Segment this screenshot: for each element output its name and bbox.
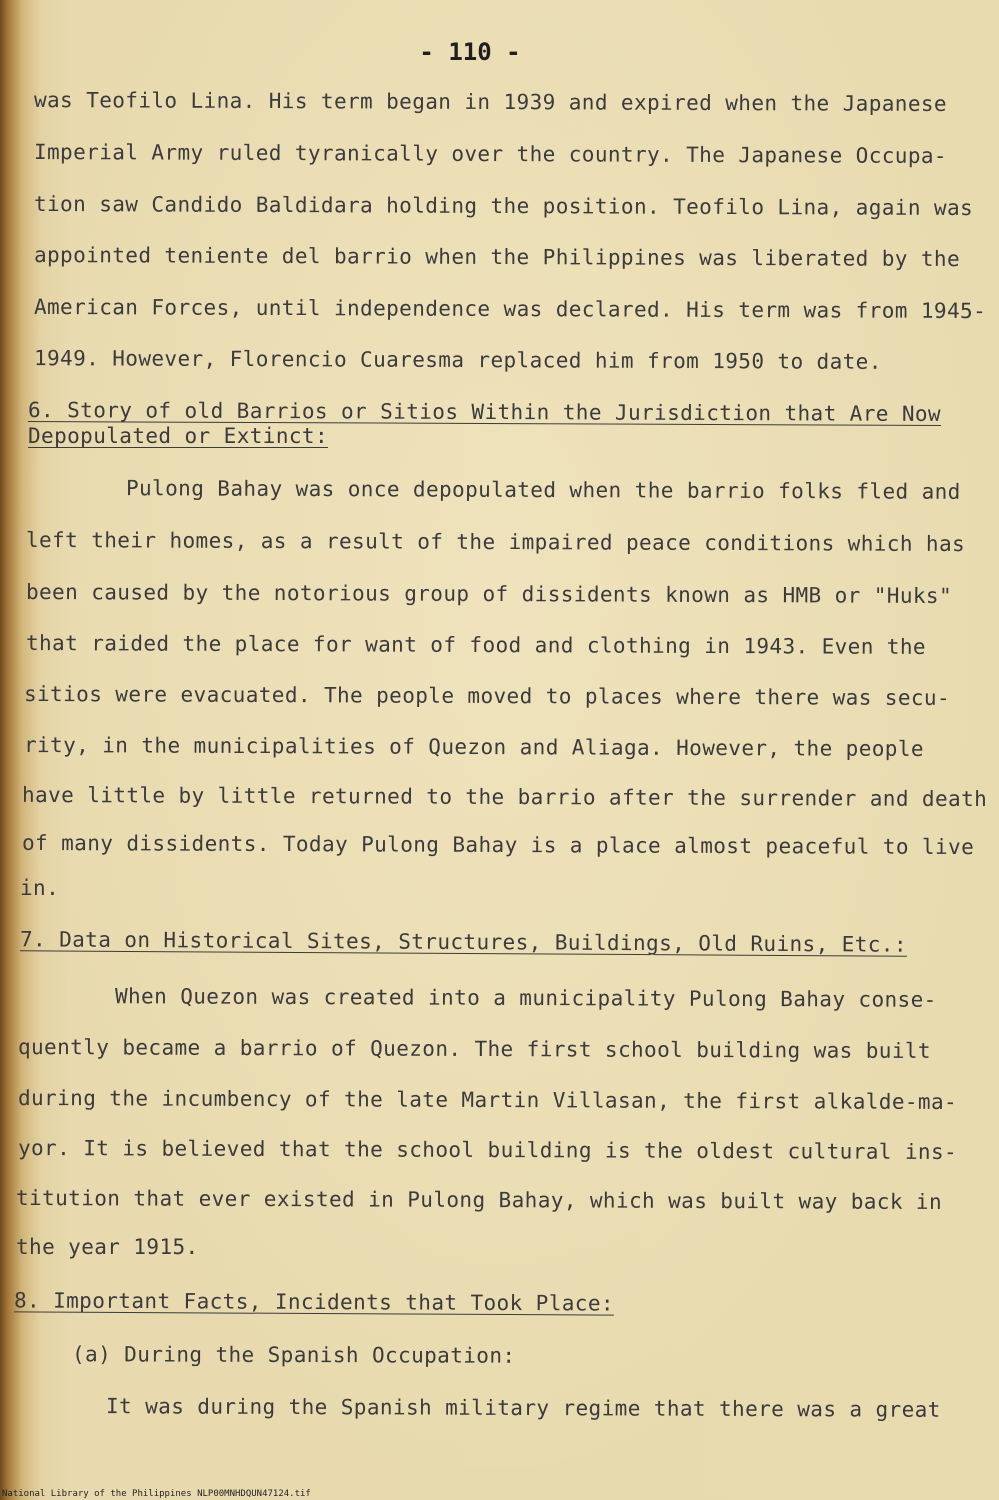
text-line: that raided the place for want of food and clothing in 1943. Even the: [25, 631, 927, 659]
text-line: during the incumbency of the late Martin Villasan, the first alkalde-ma-: [17, 1085, 958, 1115]
text-line: When Quezon was created into a municipality Pulong Bahay conse-: [114, 984, 937, 1012]
text-line: of many dissidents. Today Pulong Bahay is a place almost peaceful to live: [21, 830, 975, 860]
text-line: appointed teniente del barrio when the Philippines was liberated by the: [33, 242, 961, 272]
text-line: rity, in the municipalities of Quezon and Aliaga. However, the people: [23, 733, 925, 761]
text-line: in.: [20, 876, 60, 900]
section-heading: 7. Data on Historical Sites, Structures, Buildings, Old Ruins, Etc.:: [19, 927, 908, 957]
text-line: Pulong Bahay was once depopulated when the barrio folks fled and: [125, 476, 961, 504]
text-line: American Forces, until independence was declared. His term was from 1945-: [33, 294, 987, 324]
text-line: have little by little returned to the barrio after the surrender and death: [21, 782, 988, 812]
text-line: Imperial Army ruled tyranically over the country. The Japanese Occupa-: [33, 140, 948, 168]
page-number: - 110 -: [419, 38, 521, 66]
text-line: titution that ever existed in Pulong Bahay, which was built way back in: [15, 1185, 943, 1215]
text-line: was Teofilo Lina. His term began in 1939 and expired when the Japanese: [33, 88, 948, 116]
subsection-heading: (a) During the Spanish Occupation:: [71, 1342, 516, 1368]
scan-footer: National Library of the Philippines NLP00MNHDQUN47124.tif: [2, 1489, 311, 1499]
text-line: 1949. However, Florencio Cuaresma replaced him from 1950 to date.: [33, 346, 882, 374]
section-heading: 6. Story of old Barrios or Sitios Within the Jurisdiction that Are Now: [27, 398, 942, 426]
text-line: quently became a barrio of Quezon. The first school building was built: [17, 1035, 932, 1063]
text-line: left their homes, as a result of the impaired peace conditions which has: [25, 527, 966, 557]
text-line: sitios were evacuated. The people moved to places where there was secu-: [23, 681, 951, 711]
text-line: the year 1915.: [16, 1235, 199, 1259]
section-heading: Depopulated or Extinct:: [28, 424, 328, 448]
text-line: been caused by the notorious group of dissidents known as HMB or "Huks": [25, 579, 953, 609]
section-heading: 8. Important Facts, Incidents that Took Place:: [13, 1288, 615, 1316]
text-line: It was during the Spanish military regime that there was a great: [105, 1394, 941, 1422]
text-line: tion saw Candido Baldidara holding the position. Teofilo Lina, again was: [33, 191, 974, 221]
text-line: yor. It is believed that the school building is the oldest cultural ins-: [17, 1135, 958, 1165]
